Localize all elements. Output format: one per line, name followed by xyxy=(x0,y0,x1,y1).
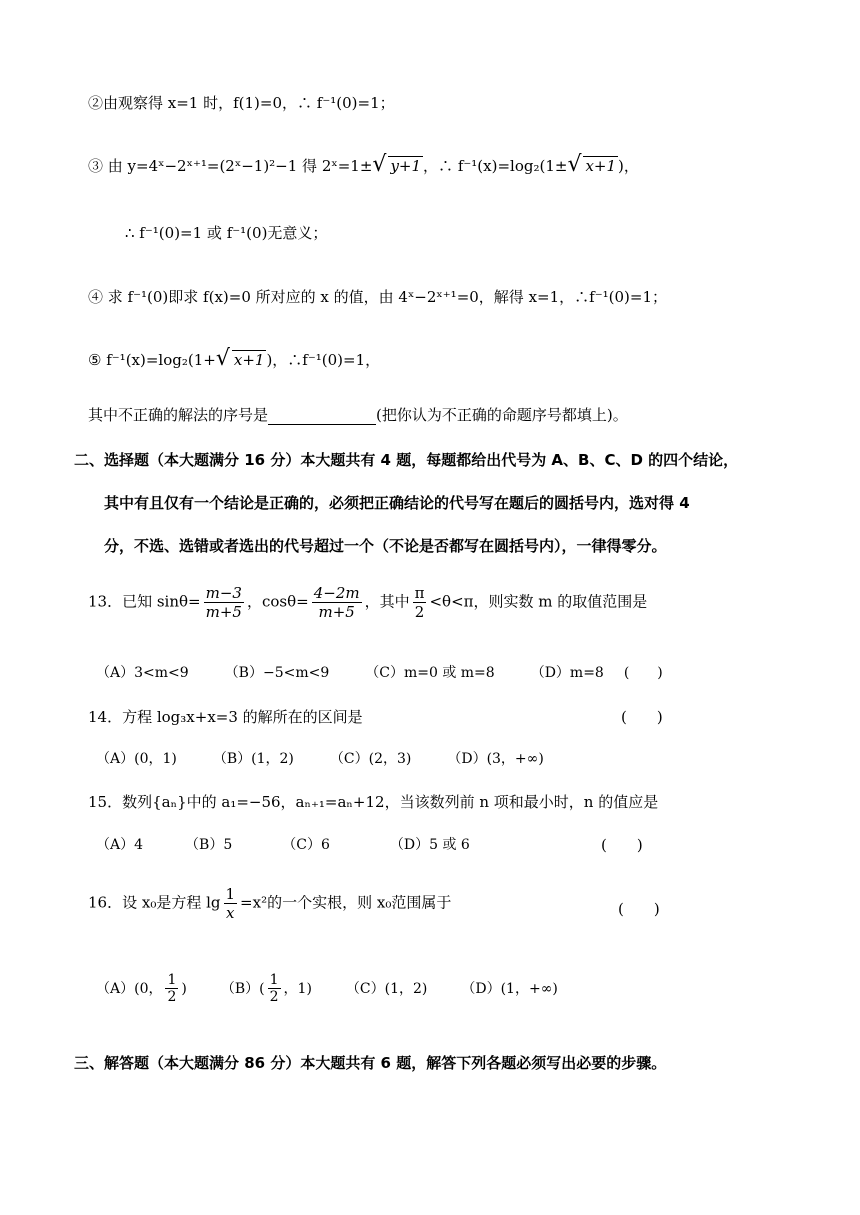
option-a-post: ) xyxy=(181,980,187,997)
q13-post: <θ<π，则实数 m 的取值范围是 xyxy=(429,592,648,611)
fraction-denominator: 2 xyxy=(414,603,425,621)
q13-mid: ，cosθ= xyxy=(246,592,309,611)
q13-fraction-pi xyxy=(413,584,427,621)
q13-mid2: ，其中 xyxy=(364,592,410,611)
option-b[interactable]: （B）(1，2) xyxy=(212,751,294,767)
section-2-heading: 二、选择题（本大题满分 16 分）本大题共有 4 题，每题都给出代号为 A、B、C、D 的四个结论， xyxy=(74,451,739,469)
option-c[interactable]: （C）m=0 或 m=8 xyxy=(365,665,495,681)
solution-item-3-conclusion: ∴ f⁻¹(0)=1 或 f⁻¹(0)无意义； xyxy=(125,224,328,242)
q13-fraction-cos xyxy=(312,584,362,621)
option-b[interactable]: （B）−5<m<9 xyxy=(224,665,330,681)
fraction-denominator: m+5 xyxy=(318,603,355,621)
item5-pre: ⑤ f⁻¹(x)=log₂(1+ xyxy=(88,351,216,369)
fraction-numerator: m−3 xyxy=(205,584,242,602)
sqrt-sign: √ xyxy=(567,152,582,177)
q16-fraction xyxy=(224,885,238,922)
section-2-line-3: 分，不选、选错或者选出的代号超过一个（不论是否都写在圆括号内），一律得零分。 xyxy=(104,537,667,555)
item5-radicand: x+1 xyxy=(233,351,265,369)
option-c[interactable]: （C）(2，3) xyxy=(329,751,412,767)
question-13-stem xyxy=(88,584,647,621)
section-2-line-2: 其中有且仅有一个结论是正确的，必须把正确结论的代号写在题后的圆括号内，选对得 4 xyxy=(104,494,690,512)
sqrt-sign: √ xyxy=(215,346,230,371)
option-a[interactable] xyxy=(96,972,187,1005)
option-b-fraction xyxy=(268,972,281,1005)
item3-radicand-2: x+1 xyxy=(585,157,617,175)
q16-post: =x²的一个实根，则 x₀范围属于 xyxy=(240,893,452,912)
q13-pre: 13．已知 sinθ= xyxy=(88,592,201,611)
fraction-denominator: 2 xyxy=(167,989,177,1005)
option-a[interactable]: （A）(0，1) xyxy=(96,751,177,767)
question-14-options xyxy=(96,748,544,768)
q13-fraction-sin xyxy=(204,584,244,621)
question-14-stem: 14．方程 log₃x+x=3 的解所在的区间是 xyxy=(88,708,363,726)
question-16-stem xyxy=(88,885,451,922)
fraction-numerator: 4−2m xyxy=(313,584,360,602)
option-c[interactable]: （C）6 xyxy=(282,837,330,853)
option-d[interactable]: （D）5 或 6 xyxy=(389,837,470,853)
solution-item-4: ④ 求 f⁻¹(0)即求 f(x)=0 所对应的 x 的值，由 4ˣ−2ˣ⁺¹=0，解得 x=1，∴f⁻¹(0)=1； xyxy=(88,288,667,306)
sqrt-sign: √ xyxy=(372,152,387,177)
option-a[interactable]: （A）4 xyxy=(96,837,144,853)
item5-post: )，∴f⁻¹(0)=1， xyxy=(266,351,381,369)
answer-bracket[interactable]: ( ) xyxy=(621,708,663,726)
option-d[interactable]: （D）(3，+∞) xyxy=(447,751,544,767)
fill-in-prompt: 其中不正确的解法的序号是 xyxy=(88,406,269,424)
option-a-pre: （A）(0， xyxy=(96,980,163,997)
option-a[interactable]: （A）3<m<9 xyxy=(96,665,189,681)
fill-in-question xyxy=(88,404,628,425)
question-13-options xyxy=(96,662,663,682)
q16-pre: 16．设 x₀是方程 lg xyxy=(88,893,221,912)
item3-pre: ③ 由 y=4ˣ−2ˣ⁺¹=(2ˣ−1)²−1 得 2ˣ=1± xyxy=(88,157,373,175)
solution-item-2: ②由观察得 x=1 时，f(1)=0，∴ f⁻¹(0)=1； xyxy=(88,94,395,112)
answer-bracket[interactable]: ( ) xyxy=(601,836,643,854)
section-3-heading: 三、解答题（本大题满分 86 分）本大题共有 6 题，解答下列各题必须写出必要的步骤。 xyxy=(74,1054,667,1072)
fill-in-note: (把你认为不正确的命题序号都填上)。 xyxy=(376,406,628,424)
answer-blank[interactable] xyxy=(268,410,376,425)
option-c[interactable]: （C）(1，2) xyxy=(345,980,428,997)
fraction-numerator: 1 xyxy=(225,885,236,903)
fraction-denominator: 2 xyxy=(269,989,279,1005)
option-b-pre: （B）( xyxy=(220,980,265,997)
fraction-denominator: m+5 xyxy=(205,603,242,621)
answer-bracket[interactable]: ( ) xyxy=(623,665,663,681)
item3-mid: ，∴ f⁻¹(x)=log₂(1± xyxy=(423,157,568,175)
solution-item-5 xyxy=(88,346,380,371)
question-16-options xyxy=(96,972,558,1005)
fraction-numerator: π xyxy=(414,584,425,602)
option-b-post: ，1) xyxy=(283,980,312,997)
option-d[interactable]: （D）(1，+∞) xyxy=(461,980,558,997)
item3-radicand-1: y+1 xyxy=(390,157,422,175)
fraction-numerator: 1 xyxy=(269,972,279,988)
option-d[interactable]: （D）m=8 xyxy=(530,665,604,681)
item3-post: )， xyxy=(618,157,639,175)
option-b[interactable] xyxy=(221,972,312,1005)
option-a-fraction xyxy=(165,972,178,1005)
option-b[interactable]: （B）5 xyxy=(185,837,233,853)
solution-item-3 xyxy=(88,152,639,177)
fraction-numerator: 1 xyxy=(167,972,177,988)
question-15-options xyxy=(96,834,470,854)
question-15-stem: 15．数列{aₙ}中的 a₁=−56，aₙ₊₁=aₙ+12，当该数列前 n 项和最小时，n 的值应是 xyxy=(88,793,659,811)
fraction-denominator: x xyxy=(226,904,235,922)
answer-bracket[interactable]: ( ) xyxy=(618,900,660,918)
